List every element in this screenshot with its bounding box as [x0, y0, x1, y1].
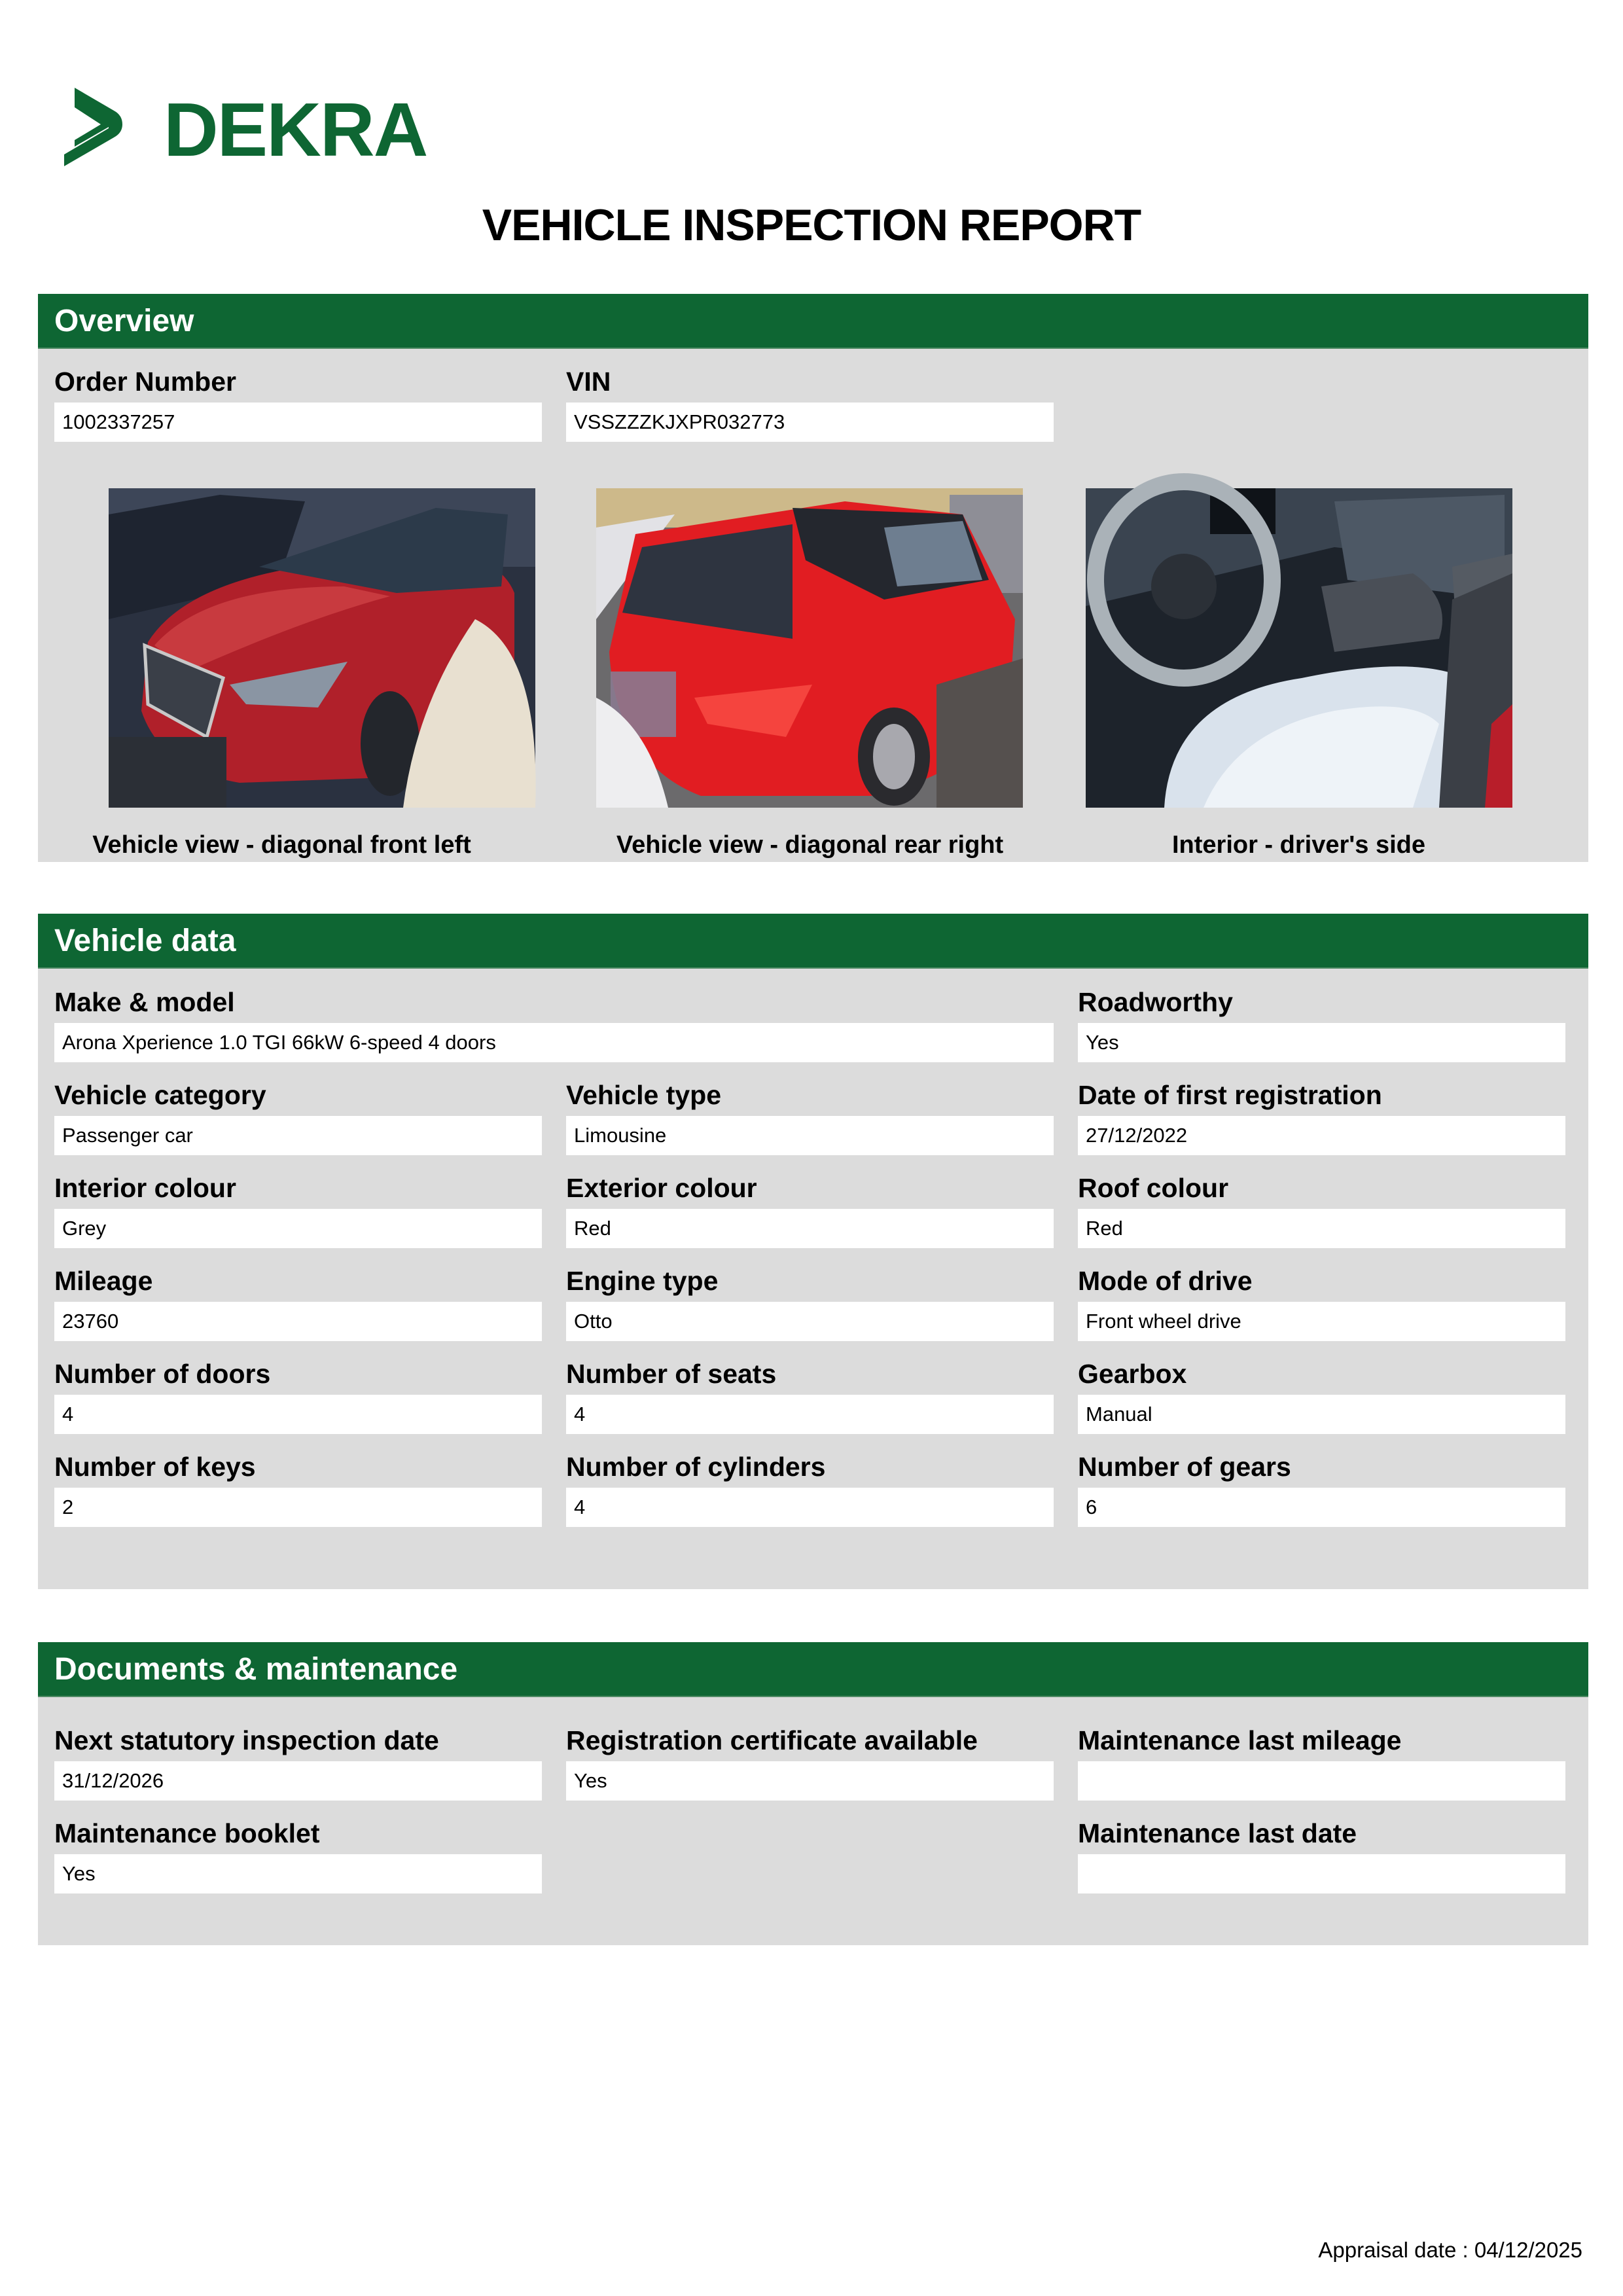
- registration-certificate-field: [566, 1725, 1054, 1801]
- interior-colour-value: Grey: [54, 1209, 542, 1248]
- first-registration-field: [1078, 1079, 1565, 1155]
- roadworthy-field: [1078, 986, 1565, 1062]
- maintenance-last-date-label: Maintenance last date: [1078, 1818, 1357, 1848]
- vehicle-category-value: Passenger car: [54, 1116, 542, 1155]
- mileage-label: Mileage: [54, 1266, 153, 1296]
- exterior-colour-value: Red: [566, 1209, 1054, 1248]
- roadworthy-label: Roadworthy: [1078, 987, 1233, 1017]
- number-of-seats-value: 4: [566, 1395, 1054, 1434]
- number-of-keys-field: [54, 1451, 542, 1527]
- vin-field: [566, 366, 1054, 442]
- first-registration-value: 27/12/2022: [1078, 1116, 1565, 1155]
- number-of-doors-label: Number of doors: [54, 1359, 271, 1389]
- maintenance-last-mileage-label: Maintenance last mileage: [1078, 1725, 1402, 1755]
- vehicle-data-section: [38, 914, 1588, 1589]
- maintenance-booklet-value: Yes: [54, 1854, 542, 1893]
- next-inspection-field: [54, 1725, 542, 1801]
- roof-colour-value: Red: [1078, 1209, 1565, 1248]
- engine-type-value: Otto: [566, 1302, 1054, 1341]
- number-of-doors-field: [54, 1358, 542, 1434]
- number-of-cylinders-label: Number of cylinders: [566, 1452, 826, 1482]
- vehicle-category-field: [54, 1079, 542, 1155]
- dekra-logo: [60, 84, 427, 179]
- number-of-gears-field: [1078, 1451, 1565, 1527]
- make-model-value: Arona Xperience 1.0 TGI 66kW 6-speed 4 doors: [54, 1023, 1054, 1062]
- order-number-label: Order Number: [54, 367, 236, 397]
- gearbox-field: [1078, 1358, 1565, 1434]
- mileage-value: 23760: [54, 1302, 542, 1341]
- mode-of-drive-value: Front wheel drive: [1078, 1302, 1565, 1341]
- dekra-logo-wordmark: DEKRA: [164, 87, 427, 172]
- photo-interior-drivers-side[interactable]: [1086, 488, 1512, 808]
- maintenance-booklet-label: Maintenance booklet: [54, 1818, 320, 1848]
- maintenance-last-date-value: [1078, 1854, 1565, 1893]
- overview-heading: Overview: [38, 294, 1588, 349]
- vehicle-type-field: [566, 1079, 1054, 1155]
- number-of-keys-value: 2: [54, 1488, 542, 1527]
- appraisal-date: Appraisal date : 04/12/2025: [1318, 2238, 1582, 2262]
- number-of-doors-value: 4: [54, 1395, 542, 1434]
- documents-section: [38, 1642, 1588, 1945]
- registration-certificate-value: Yes: [566, 1761, 1054, 1801]
- gearbox-value: Manual: [1078, 1395, 1565, 1434]
- page-title: VEHICLE INSPECTION REPORT: [482, 200, 1141, 250]
- vin-label: VIN: [566, 367, 611, 397]
- engine-type-label: Engine type: [566, 1266, 719, 1296]
- exterior-colour-label: Exterior colour: [566, 1173, 757, 1203]
- registration-certificate-label: Registration certificate available: [566, 1725, 978, 1755]
- overview-body: [38, 349, 1588, 862]
- photo-diagonal-rear-right[interactable]: [596, 488, 1023, 808]
- number-of-gears-label: Number of gears: [1078, 1452, 1291, 1482]
- vehicle-type-value: Limousine: [566, 1116, 1054, 1155]
- vehicle-type-label: Vehicle type: [566, 1080, 722, 1110]
- make-model-label: Make & model: [54, 987, 235, 1017]
- vehicle-data-body: [38, 969, 1588, 1589]
- first-registration-label: Date of first registration: [1078, 1080, 1382, 1110]
- documents-body: [38, 1697, 1588, 1945]
- photo-caption-interior: Interior - driver's side: [1171, 831, 1426, 859]
- maintenance-booklet-field: [54, 1818, 542, 1893]
- vin-value: VSSZZZKJXPR032773: [566, 403, 1054, 442]
- mode-of-drive-label: Mode of drive: [1078, 1266, 1253, 1296]
- vehicle-category-label: Vehicle category: [54, 1080, 266, 1110]
- order-number-value: 1002337257: [54, 403, 542, 442]
- number-of-seats-field: [566, 1358, 1054, 1434]
- gearbox-label: Gearbox: [1078, 1359, 1187, 1389]
- engine-type-field: [566, 1265, 1054, 1341]
- exterior-colour-field: [566, 1172, 1054, 1248]
- next-inspection-label: Next statutory inspection date: [54, 1725, 439, 1755]
- interior-colour-field: [54, 1172, 542, 1248]
- next-inspection-value: 31/12/2026: [54, 1761, 542, 1801]
- make-model-field: [54, 986, 1054, 1062]
- dekra-logo-mark-icon: [64, 88, 122, 166]
- number-of-keys-label: Number of keys: [54, 1452, 256, 1482]
- number-of-cylinders-value: 4: [566, 1488, 1054, 1527]
- number-of-gears-value: 6: [1078, 1488, 1565, 1527]
- documents-heading: Documents & maintenance: [38, 1642, 1588, 1697]
- roof-colour-field: [1078, 1172, 1565, 1248]
- roadworthy-value: Yes: [1078, 1023, 1565, 1062]
- photo-caption-front-left: Vehicle view - diagonal front left: [92, 831, 471, 859]
- maintenance-last-date-field: [1078, 1818, 1565, 1893]
- mileage-field: [54, 1265, 542, 1341]
- overview-section: [38, 294, 1588, 862]
- mode-of-drive-field: [1078, 1265, 1565, 1341]
- roof-colour-label: Roof colour: [1078, 1173, 1229, 1203]
- interior-colour-label: Interior colour: [54, 1173, 236, 1203]
- maintenance-last-mileage-field: [1078, 1725, 1565, 1801]
- maintenance-last-mileage-value: [1078, 1761, 1565, 1801]
- photo-diagonal-front-left[interactable]: [109, 488, 535, 808]
- photo-caption-rear-right: Vehicle view - diagonal rear right: [616, 831, 1004, 859]
- vehicle-data-heading: Vehicle data: [38, 914, 1588, 969]
- number-of-cylinders-field: [566, 1451, 1054, 1527]
- order-number-field: [54, 366, 542, 442]
- number-of-seats-label: Number of seats: [566, 1359, 777, 1389]
